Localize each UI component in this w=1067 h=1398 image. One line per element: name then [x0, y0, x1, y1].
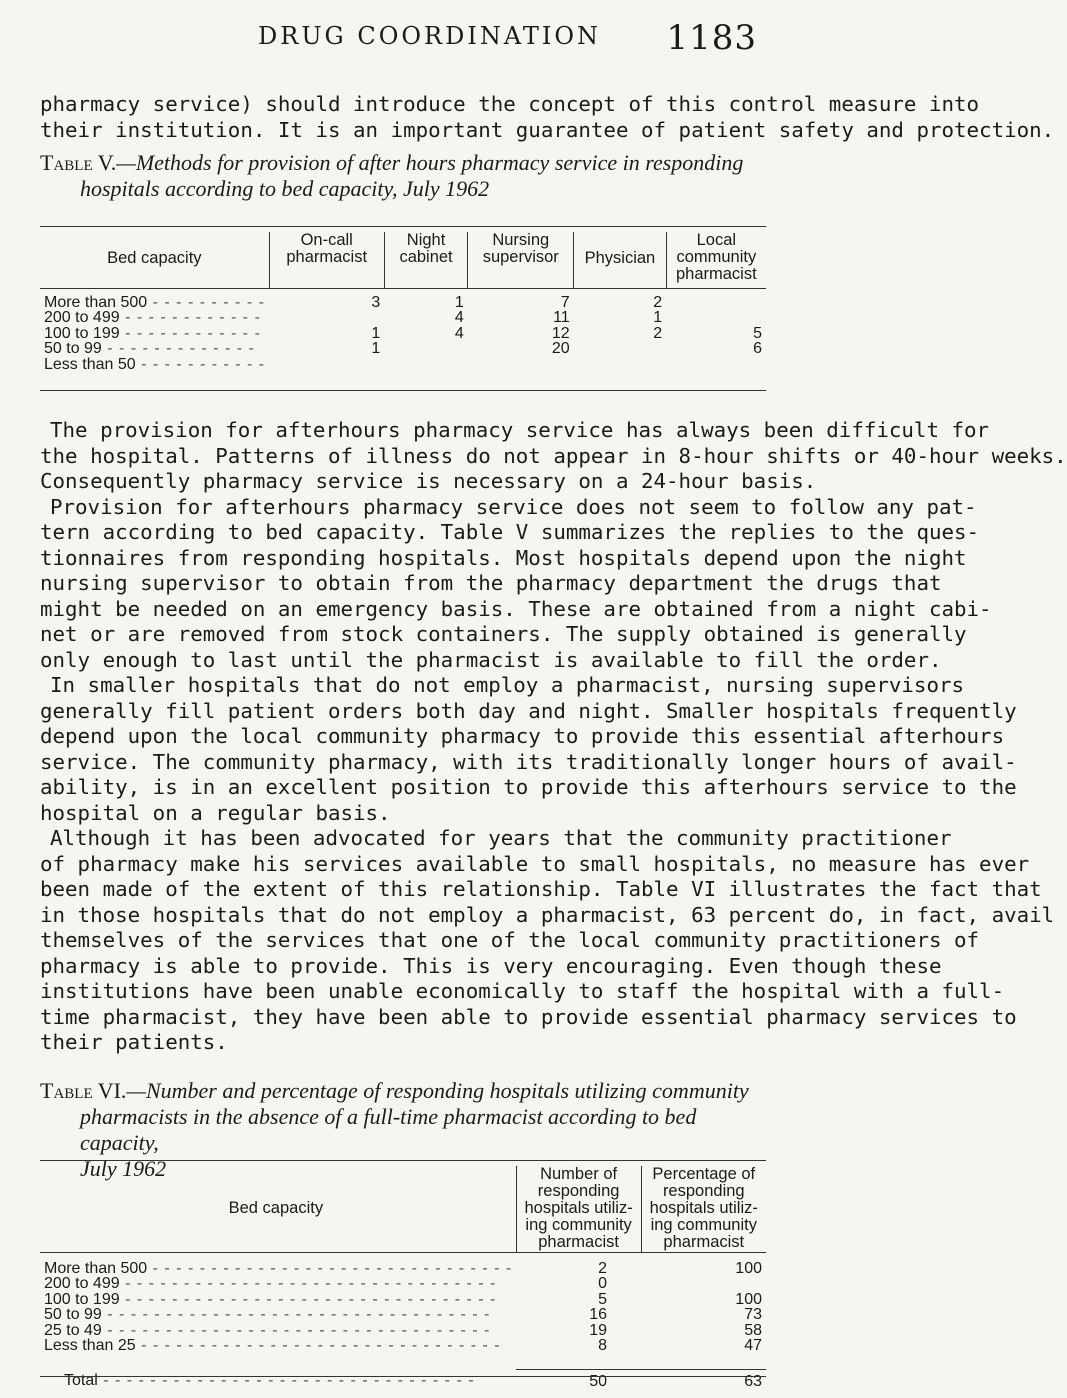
cell-on-call: 3 — [371, 293, 381, 311]
cell-nursing-supervisor: 7 — [560, 293, 570, 311]
table-row — [40, 1338, 766, 1354]
row-label: 50 to 99 - - - - - - - - - - - - - - - - - - - - - - - - - - - - - - - - - — [44, 1306, 491, 1323]
text-line: nursing supervisor to obtain from the pharmacy department the drugs that — [40, 571, 942, 595]
cell-percentage: 47 — [744, 1337, 762, 1354]
text-line: In smaller hospitals that do not employ a pharmacist, nursing supervisors — [50, 673, 965, 697]
cell-on-call — [269, 357, 384, 373]
cell-night-cabinet — [384, 357, 468, 373]
text-line: Consequently pharmacy service is necessary on a 24-hour basis. — [40, 469, 817, 493]
table-row — [40, 1261, 766, 1277]
cell-nursing-supervisor: 20 — [551, 340, 570, 357]
row-label: 100 to 199 - - - - - - - - - - - - - - - - - - - - - - - - - - - - - - - - — [44, 1290, 497, 1308]
cell-night-cabinet — [384, 341, 468, 357]
row-label: More than 500 - - - - - - - - - - - - - - - - - - - - - - - - - - - - - - - — [44, 1259, 513, 1277]
cell-percentage: 73 — [744, 1306, 762, 1323]
cell-number: 5 — [598, 1290, 608, 1308]
total-row — [40, 1369, 766, 1389]
table-row — [40, 357, 766, 373]
text-line: generally fill patient orders both day and night. Smaller hospitals frequently — [40, 698, 1017, 723]
text-line: been made of the extent of this relationship. Table VI illustrates the fact that — [40, 877, 1042, 901]
cell-percentage: 100 — [735, 1290, 762, 1308]
cell-nursing-supervisor — [468, 357, 574, 373]
cell-local: 5 — [753, 324, 762, 342]
col-nursing-supervisor: Nursing supervisor — [468, 232, 574, 288]
total-number: 50 — [589, 1372, 608, 1390]
table-row — [40, 341, 766, 357]
text-line: service. The community pharmacy, with its traditionally longer hours of avail- — [40, 749, 1017, 774]
cell-number: 16 — [589, 1306, 608, 1323]
table5-bottom-rule — [40, 390, 766, 391]
table-row — [40, 1292, 766, 1308]
table6-title-line3: July 1962 — [80, 1156, 167, 1181]
cell-percentage: 100 — [735, 1259, 762, 1277]
row-label: 100 to 199 - - - - - - - - - - - - — [44, 324, 261, 342]
text-line: The provision for afterhours pharmacy service has always been difficult for — [50, 418, 990, 442]
cell-local: 6 — [753, 340, 762, 357]
body-text — [40, 418, 1067, 1056]
cell-night-cabinet: 4 — [454, 309, 464, 326]
col-night-cabinet: Night cabinet — [384, 232, 468, 288]
cell-on-call — [269, 310, 384, 326]
text-line: might be needed on an emergency basis. These are obtained from a night cabi- — [40, 596, 992, 621]
text-line: their institution. It is an important guarantee of patient safety and protection. — [40, 117, 1055, 142]
table-row — [40, 1276, 766, 1292]
cell-local — [666, 310, 766, 326]
row-label: 50 to 99 - - - - - - - - - - - - - — [44, 340, 255, 357]
text-line: hospital on a regular basis. — [40, 800, 391, 825]
col-physician: Physician — [574, 232, 666, 288]
row-label: 200 to 499 - - - - - - - - - - - - - - - - - - - - - - - - - - - - - - - - — [44, 1275, 497, 1292]
total-label: Total - - - - - - - - - - - - - - - - - - - - - - - - - - - - - - - - — [64, 1372, 475, 1390]
col-local: Local community pharmacist — [666, 232, 766, 288]
cell-night-cabinet: 4 — [454, 324, 464, 342]
cell-physician — [574, 341, 666, 357]
text-line: depend upon the local community pharmacy to provide this essential afterhours — [40, 724, 1005, 748]
cell-number: 8 — [598, 1337, 608, 1354]
cell-physician: 1 — [653, 309, 663, 326]
text-line: net or are removed from stock containers. The supply obtained is generally — [40, 622, 967, 646]
table-row — [40, 326, 766, 342]
col-bed-capacity: Bed capacity — [228, 1199, 324, 1217]
cell-nursing-supervisor: 11 — [553, 309, 570, 326]
text-line: time pharmacist, they have been able to provide essential pharmacy services to — [40, 1004, 1017, 1029]
row-label: Less than 50 - - - - - - - - - - - — [44, 355, 266, 373]
cell-local — [666, 357, 766, 373]
text-line: of pharmacy make his services available to small hospitals, no measure has ever — [40, 851, 1030, 876]
cell-local — [666, 295, 766, 311]
col-on-call: On-call pharmacist — [269, 232, 384, 288]
cell-percentage — [641, 1276, 766, 1292]
table-row — [40, 1307, 766, 1323]
text-line: Although it has been advocated for years that the community practitioner — [50, 826, 952, 850]
intro-paragraph — [40, 92, 1055, 143]
page-number: 1183 — [666, 18, 757, 58]
text-line: only enough to last until the pharmacist is available to fill the order. — [40, 647, 942, 672]
col-bed-capacity: Bed capacity — [107, 249, 202, 267]
table6-label: Table VI. — [40, 1078, 127, 1103]
text-line: their patients. — [40, 1030, 228, 1054]
table5-label: Table V. — [40, 150, 117, 175]
row-label: 200 to 499 - - - - - - - - - - - - — [44, 309, 261, 326]
page-header — [0, 18, 801, 58]
table5-caption — [40, 150, 770, 202]
table6-title-line1: —Number and percentage of responding hospitals utilizing community — [126, 1078, 749, 1103]
table-row — [40, 310, 766, 326]
col-percentage: Percentage of responding hospitals utiliz-ing community pharmacist — [641, 1166, 766, 1252]
cell-number: 2 — [598, 1259, 608, 1277]
row-label: Less than 25 - - - - - - - - - - - - - - - - - - - - - - - - - - - - - - - — [44, 1337, 501, 1354]
text-line: the hospital. Patterns of illness do not appear in 8-hour shifts or 40-hour weeks. — [40, 443, 1067, 468]
text-line: themselves of the services that one of the local community practitioners of — [40, 928, 980, 952]
cell-number: 19 — [589, 1321, 608, 1339]
text-line: pharmacy is able to provide. This is very encouraging. Even though these — [40, 953, 942, 978]
table-row — [40, 1323, 766, 1339]
table6-title-line2: pharmacists in the absence of a full-time pharmacist according to bed capacity, — [80, 1104, 697, 1155]
table5-top-rule — [40, 226, 766, 227]
cell-number: 0 — [598, 1275, 608, 1292]
table6 — [40, 1166, 766, 1389]
text-line: tionnaires from responding hospitals. Most hospitals depend upon the night — [40, 545, 967, 570]
table6-top-rule — [40, 1160, 766, 1161]
cell-night-cabinet: 1 — [454, 293, 464, 311]
running-head: DRUG COORDINATION — [258, 22, 602, 50]
row-label: 25 to 49 - - - - - - - - - - - - - - - - - - - - - - - - - - - - - - - - - — [44, 1321, 491, 1339]
col-number: Number of responding hospitals utiliz-ing community pharmacist — [516, 1166, 641, 1252]
row-label: More than 500 - - - - - - - - - - — [44, 293, 265, 311]
text-line: institutions have been unable economically to staff the hospital with a full- — [40, 979, 1005, 1003]
cell-physician: 2 — [653, 324, 663, 342]
cell-physician — [574, 357, 666, 373]
text-line: in those hospitals that do not employ a pharmacist, 63 percent do, in fact, avail — [40, 902, 1055, 927]
table6-bottom-rule — [40, 1376, 766, 1377]
table-row — [40, 295, 766, 311]
table5 — [40, 232, 766, 372]
cell-on-call: 1 — [371, 340, 381, 357]
total-percentage: 63 — [744, 1372, 762, 1390]
text-line: tern according to bed capacity. Table V summarizes the replies to the ques- — [40, 520, 980, 544]
cell-physician: 2 — [653, 293, 663, 311]
text-line: Provision for afterhours pharmacy service does not seem to follow any pat- — [50, 494, 977, 519]
cell-nursing-supervisor: 12 — [551, 324, 570, 342]
text-line: ability, is in an excellent position to provide this afterhours service to the — [40, 775, 1017, 799]
table5-title-line2: hospitals according to bed capacity, July 1962 — [80, 176, 490, 201]
cell-percentage: 58 — [744, 1321, 762, 1339]
cell-on-call: 1 — [371, 324, 381, 342]
text-line: pharmacy service) should introduce the concept of this control measure into — [40, 92, 980, 116]
table5-title-line1: —Methods for provision of after hours pharmacy service in responding — [116, 150, 744, 175]
